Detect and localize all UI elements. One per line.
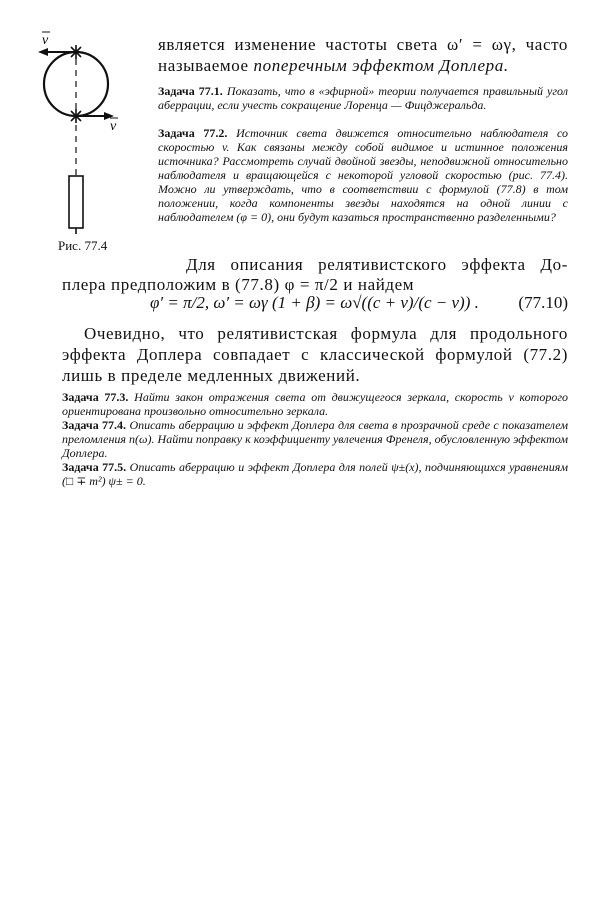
task-77-2-label: Задача 77.2.	[158, 126, 228, 140]
figure-caption: Рис. 77.4	[58, 238, 108, 253]
intro-line-1: является изменение частоты света ω′ = ωγ, часто	[158, 35, 568, 54]
observer-telescope	[69, 176, 83, 228]
task-77-5-label: Задача 77.5.	[62, 460, 127, 474]
task-77-3	[62, 390, 568, 418]
formula-77-10	[150, 293, 568, 313]
task-77-1-label: Задача 77.1.	[158, 84, 223, 98]
task-77-5-text: Описать аберрацию и эффект Доплера для полей ψ±(x), подчиняющихся уравнениям (□ ∓ m²) ψ± = 0.	[62, 460, 568, 488]
formula-number: (77.10)	[518, 293, 568, 312]
intro-italic: поперечным эффектом Доплера.	[253, 56, 509, 75]
intro-line-2	[158, 55, 568, 76]
para1-line-1: Для описания релятивистского эффекта До-	[186, 255, 568, 274]
task-77-2	[158, 126, 568, 224]
para1-line-2: плера предположим в (77.8) φ = π/2 и найдем	[62, 275, 415, 294]
task-77-4	[62, 418, 568, 460]
task-77-1	[158, 84, 568, 112]
task-77-4-label: Задача 77.4.	[62, 418, 127, 432]
label-v-top: v	[42, 33, 49, 48]
label-v-bottom: v	[110, 119, 117, 134]
task-77-4-text: Описать аберрацию и эффект Доплера для света в прозрачной среде с показателем преломления n(ω). Найти поправку к коэффициенту увлечения Френеля, обусловленную эффектом Доплера.	[62, 418, 568, 460]
formula-text: φ′ = π/2, ω′ = ωγ (1 + β) = ω√((c + v)/(c − v)) .	[150, 293, 479, 312]
figure-77-4	[36, 28, 136, 258]
para2: Очевидно, что релятивистская формула для продольного эффекта Доплера совпадает с классической формулой (77.2) лишь в пределе медленных движений.	[62, 324, 568, 385]
double-star-diagram	[36, 28, 136, 238]
intro-plain: называемое	[158, 56, 249, 75]
task-77-3-text: Найти закон отражения света от движущегося зеркала, скорость v которого ориентирована произвольно относительно зеркала.	[62, 390, 568, 418]
task-77-2-text: Источник света движется относительно наблюдателя со скоростью v. Как связаны между собой видимое и истинное положения источника? Рассмотреть случай двойной звезды, неподвижной относительно наблюдателя и вращающейся с некоторой угловой скоростью (рис. 77.4). Можно ли утверждать, что в соответствии с формулой (77.8) в том положении, когда компоненты звезды находятся на одной линии с наблюдателем (φ = 0), они будут казаться пространственно разделенными?	[158, 126, 568, 224]
task-77-3-label: Задача 77.3.	[62, 390, 129, 404]
task-77-1-text: Показать, что в «эфирной» теории получается правильный угол аберрации, если учесть сокращение Лоренца — Фицджеральда.	[158, 84, 568, 112]
task-77-5	[62, 460, 568, 488]
